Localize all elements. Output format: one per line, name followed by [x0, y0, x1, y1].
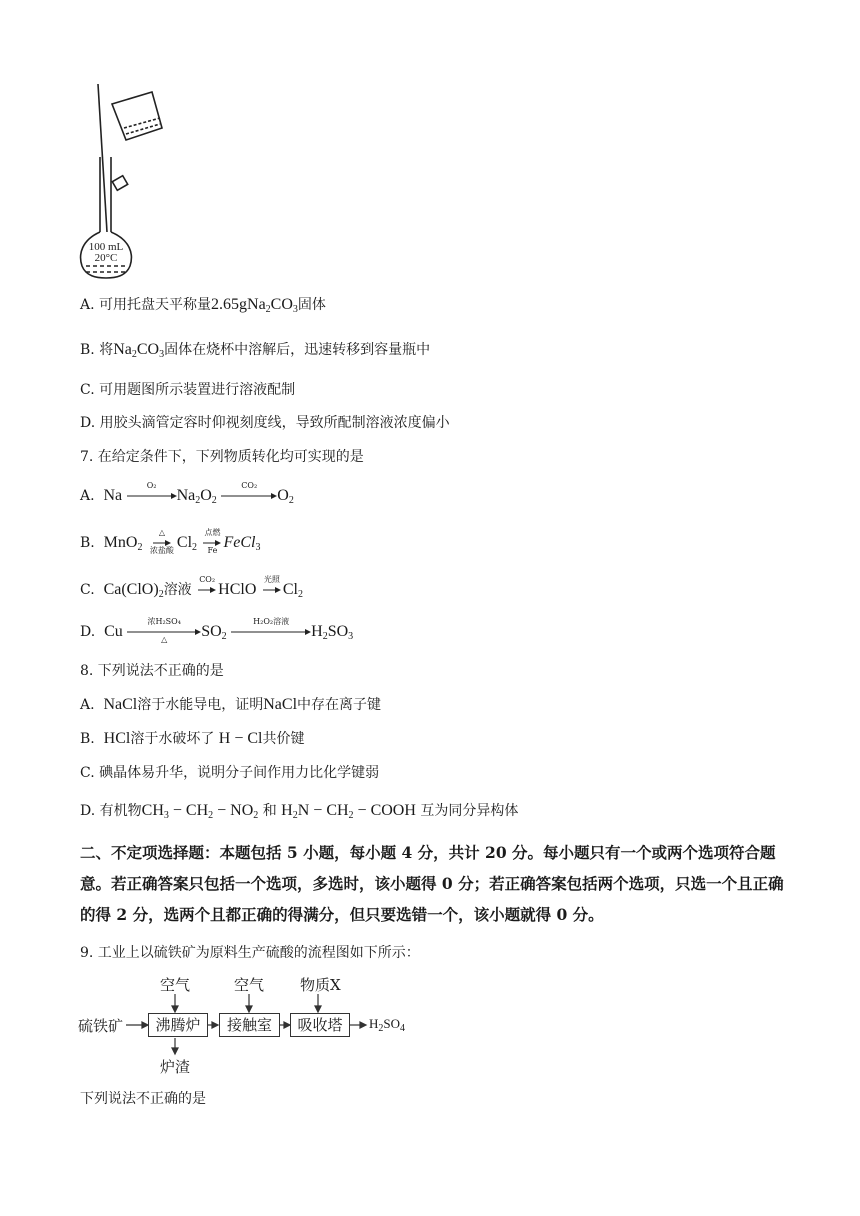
flow-substance-label: 物质X [300, 976, 341, 994]
volumetric-flask-icon [76, 82, 176, 282]
reaction-arrow: O₂ [127, 492, 177, 500]
q8-stem: 8. 下列说法不正确的是 [80, 663, 224, 679]
q6-option-c[interactable]: C. 可用题图所示装置进行溶液配制 [80, 382, 296, 398]
reaction-arrow: CO₂ [196, 586, 218, 594]
flow-air-label-1: 空气 [160, 976, 191, 994]
q7-option-b[interactable]: B. MnO$_2$ △ 浓盐酸 $Cl_2$ 点燃 Fe FeCl$_3$ [80, 528, 261, 555]
reaction-arrow: H₂O₂溶液 [231, 628, 311, 636]
q8-option-b[interactable]: B. HCl溶于水破坏了 H − Cl共价键 [80, 730, 305, 747]
q6-option-b[interactable]: B. 将$Na_2CO_3$固体在烧杯中溶解后，迅速转移到容量瓶中 [80, 341, 431, 360]
q8-option-c[interactable]: C. 碘晶体易升华，说明分子间作用力比化学键弱 [80, 765, 380, 781]
flow-box-contact-chamber: 接触室 [219, 1013, 280, 1037]
reaction-arrow: 浓H₂SO₄ △ [127, 628, 201, 636]
flow-box-boiling-furnace: 沸腾炉 [148, 1013, 208, 1037]
flow-diagram [78, 972, 438, 1080]
flow-product-label: $H_2SO_4$ [369, 1016, 406, 1034]
reaction-arrow: 光照 [261, 586, 283, 594]
reaction-arrow: CO₂ [221, 492, 277, 500]
q7-option-a[interactable]: A. Na O₂ $Na_2O_2$ CO₂ $O_2$ [80, 481, 294, 506]
flow-air-label-2: 空气 [234, 976, 265, 994]
q9-tail: 下列说法不正确的是 [80, 1091, 206, 1107]
q7-option-c[interactable]: C. $Ca(ClO)_2$溶液 CO₂ HClO 光照 $Cl_2$ [80, 575, 303, 600]
reaction-arrow: 点燃 Fe [204, 528, 221, 555]
q9-stem: 9. 工业上以硫铁矿为原料生产硫酸的流程图如下所示： [80, 945, 420, 961]
q6-option-d[interactable]: D. 用胶头滴管定容时仰视刻度线，导致所配制溶液浓度偏小 [80, 415, 450, 431]
reaction-arrow: △ 浓盐酸 [149, 528, 174, 555]
flask-temp-label: 20°C [94, 252, 118, 264]
section-2-instructions: 二、不定项选择题：本题包括 5 小题，每小题 4 分，共计 20 分。每小题只有一个或两个选项符合题意。若正确答案只包括一个选项，多选时，该小题得 0 分；若正确答案包括两个选项，只选一个且正确的得 2 分，选两个且都正确的得满分，但只要选错一个，该小题就得 0 分。 [80, 843, 784, 924]
flask-volume-label: 100 mL [88, 241, 124, 253]
flow-residue-label: 炉渣 [160, 1058, 191, 1076]
flow-box-absorption-tower: 吸收塔 [290, 1013, 350, 1037]
q6-option-a[interactable]: A. 可用托盘天平称量$2.65gNa_2CO_3$固体 [80, 296, 326, 315]
q8-option-d[interactable]: D. 有机物$CH_3 - CH_2 - NO_2$ 和 $H_2N - CH_2$ − COOH 互为同分异构体 [80, 802, 519, 821]
q8-option-a[interactable]: A. NaCl溶于水能导电，证明NaCl中存在离子键 [80, 696, 382, 713]
q7-option-d[interactable]: D. Cu 浓H₂SO₄ △ $SO_2$ H₂O₂溶液 $H_2SO_3$ [80, 617, 354, 644]
q7-stem: 7. 在给定条件下，下列物质转化均可实现的是 [80, 449, 364, 465]
flask-figure [76, 82, 176, 282]
flow-input-label: 硫铁矿 [78, 1017, 124, 1035]
